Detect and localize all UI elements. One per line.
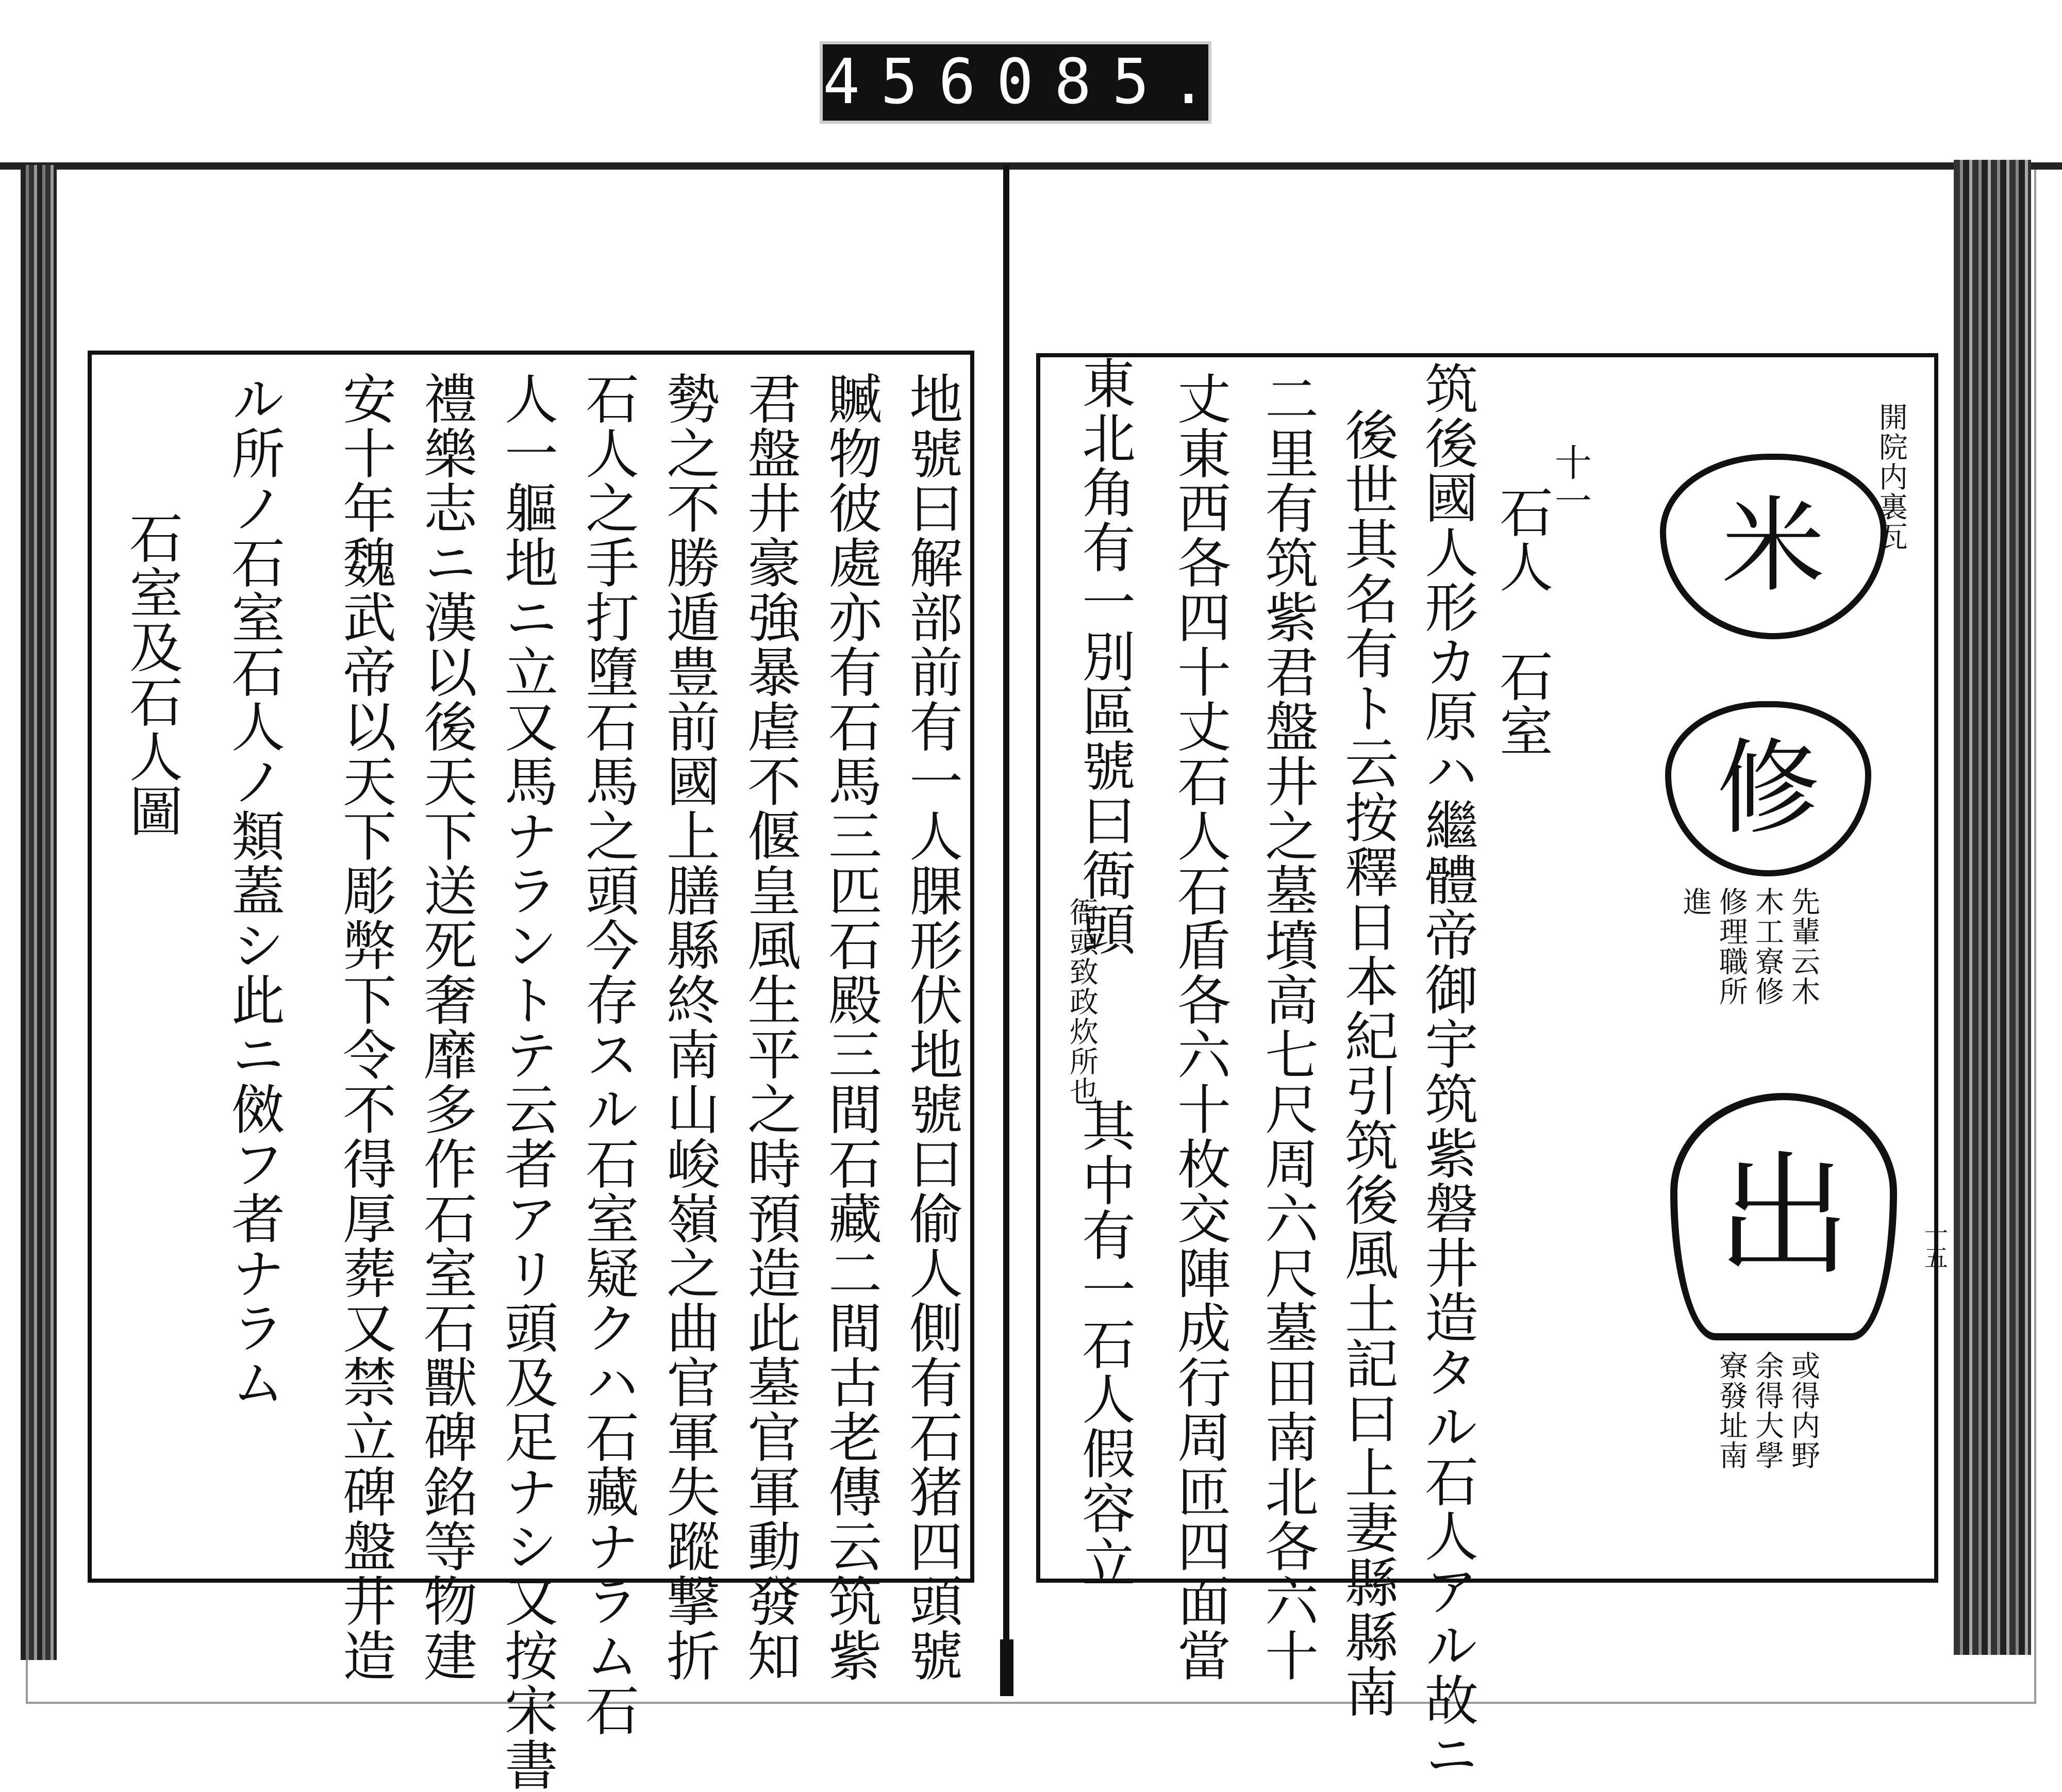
right-column-note: 衙頭致政炊所也 <box>1065 897 1099 1106</box>
left-column-8: 安十年魏武帝以天下彫弊下令不得厚葬又禁立碑盤井造 <box>334 371 396 1683</box>
figure-title: 石室及石人圖 <box>120 510 183 838</box>
right-column-2: 後世其名有ト云按釋日本紀引筑後風土記曰上妻縣縣南 <box>1336 407 1399 1719</box>
gutter-thread <box>1000 1639 1013 1696</box>
seal-glyph-2: 修 <box>1665 701 1871 876</box>
left-book-edge <box>21 165 57 1660</box>
right-column-3: 二里有筑紫君盤井之墓墳高七尺周六尺墓田南北各六十 <box>1256 371 1319 1683</box>
archive-number-left: 456 <box>823 46 996 118</box>
caption-mid-4: 進 <box>1678 887 1712 917</box>
right-column-1: 筑後國人形カ原ハ繼體帝御宇筑紫磐井造タル石人アル故ニ <box>1416 361 1478 1782</box>
page-number: 十五 <box>1921 1222 1949 1269</box>
left-column-4: 勢之不勝遁豊前國上膳縣終南山峻嶺之曲官軍失蹤撃折 <box>657 371 720 1683</box>
left-column-3: 君盤井豪強暴虐不偃皇風生平之時預造此墓官軍動發知 <box>738 371 801 1683</box>
left-column-6: 人一軀地ニ立又馬ナラントテ云者アリ頭及足ナシ又按宋書 <box>495 371 558 1792</box>
left-column-2: 贓物彼處亦有石馬三匹石殿三間石藏二間古老傳云筑紫 <box>819 371 882 1683</box>
seal-glyph-3: 出 <box>1670 1093 1897 1340</box>
caption-mid-2: 木工寮修 <box>1751 887 1784 1006</box>
right-column-6: 其中有一石人假容立 <box>1073 1098 1136 1590</box>
section-title: 石人 石室 <box>1490 485 1553 758</box>
caption-mid-3: 修理職所 <box>1715 887 1748 1006</box>
left-column-1: 地號曰解部前有一人腂形伏地號曰偷人側有石猪四頭號 <box>900 371 963 1683</box>
left-column-9: ル所ノ石室石人ノ類蓋シ此ニ傚フ者ナラム <box>222 371 285 1409</box>
right-column-4: 丈東西各四十丈石人石盾各六十枚交陣成行周匝四面當 <box>1168 371 1231 1683</box>
right-column-5: 東北角有一別區號曰衙頭 <box>1073 356 1136 957</box>
seal-caption-top: 開院内裏瓦 <box>1874 402 1908 552</box>
left-column-5: 石人之手打墮石馬之頭今存スル石室疑クハ石藏ナラム石 <box>576 371 639 1737</box>
book-gutter <box>1003 165 1009 1691</box>
caption-bottom-1: 或得内野 <box>1787 1351 1820 1470</box>
section-number: 十一 <box>1549 443 1592 520</box>
caption-bottom-3: 寮發址南 <box>1715 1351 1748 1470</box>
page-top-edge <box>0 162 2062 170</box>
caption-bottom-2: 余得大學 <box>1751 1351 1784 1470</box>
seal-glyph-1: 米 <box>1660 454 1887 639</box>
archive-number-right: 085. <box>996 46 1228 118</box>
left-column-7: 禮樂志ニ漢以後天下送死奢靡多作石室石獸碑銘等物建 <box>414 371 477 1683</box>
right-book-edge <box>1954 160 2031 1655</box>
archive-number-label <box>820 41 1228 124</box>
caption-mid-1: 先輩云木 <box>1787 887 1820 1006</box>
